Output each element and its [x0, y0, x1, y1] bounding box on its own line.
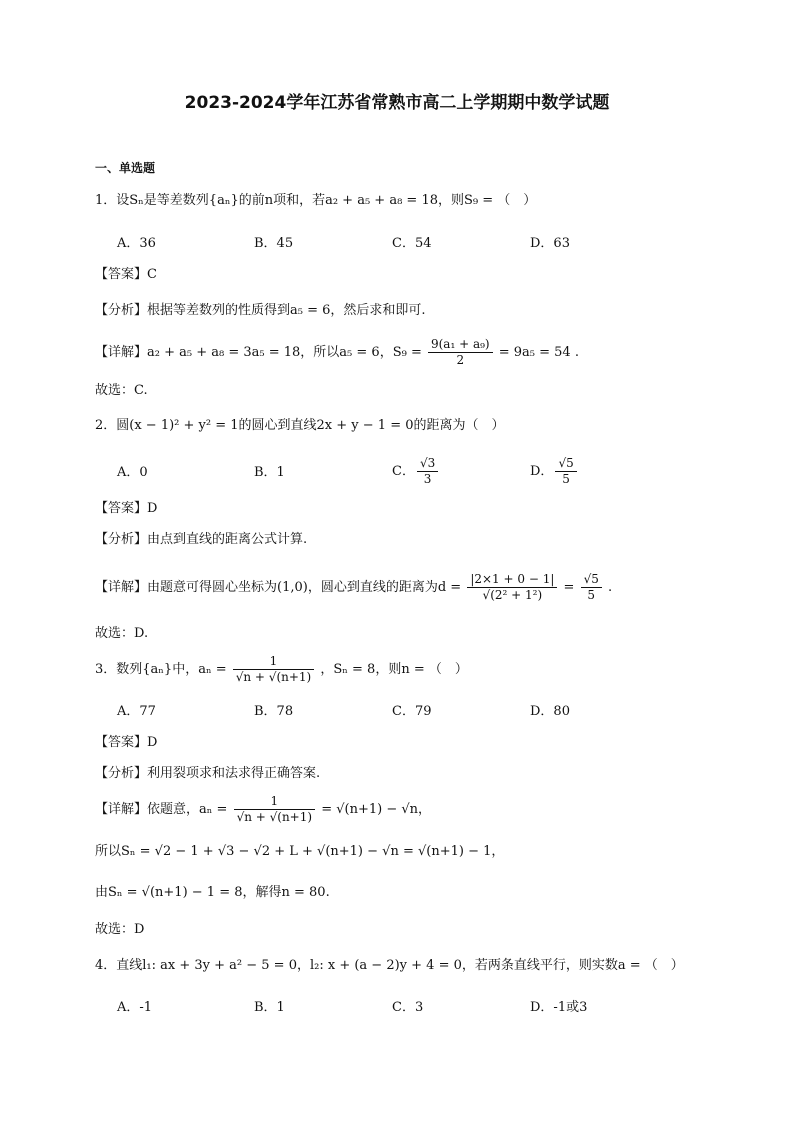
option-c: [392, 456, 440, 487]
question-1-conclusion: 故选：C.: [95, 383, 148, 398]
analysis-tag: 【分析】: [95, 532, 148, 547]
fraction-numerator: √3: [417, 456, 438, 472]
analysis-tag: 【分析】: [95, 766, 148, 781]
fraction: [428, 337, 493, 368]
detail-tag: 【详解】: [95, 580, 148, 595]
fraction-denominator: 2: [456, 353, 465, 367]
question-1-detail: [95, 336, 579, 370]
answer-value: D: [147, 735, 158, 750]
answer-value: D: [147, 501, 158, 516]
fraction-numerator: √5: [581, 572, 602, 588]
fraction-numerator: 9(a₁ + a₉): [428, 337, 493, 353]
question-2-detail: [95, 570, 612, 606]
option-c-label: C．: [392, 464, 415, 479]
detail-tag: 【详解】: [95, 345, 148, 360]
detail-text: 由题意可得圆心坐标为(1,0)，圆心到直线的距离为d =: [147, 580, 462, 595]
answer-tag: 【答案】: [95, 501, 148, 516]
document-title: 2023-2024学年江苏省常熟市高二上学期期中数学试题: [184, 93, 610, 113]
option-d: [530, 456, 579, 487]
option-a: A．77: [117, 704, 156, 719]
question-1-analysis: [95, 301, 426, 321]
fraction-numerator: √5: [555, 456, 576, 472]
analysis-tag: 【分析】: [95, 303, 148, 318]
question-3-derivation: 所以Sₙ = √2 − 1 + √3 − √2 + L + √(n+1) − √n = √(n+1) − 1，: [95, 844, 505, 859]
option-d: D．63: [530, 236, 570, 251]
question-1-options: [117, 232, 717, 256]
fraction-numerator: |2×1 + 0 − 1|: [467, 572, 557, 588]
stem-text: 3．数列{aₙ}中，aₙ =: [95, 662, 227, 677]
analysis-text: 由点到直线的距离公式计算.: [147, 532, 308, 547]
question-2-stem: 2．圆(x − 1)² + y² = 1的圆心到直线2x + y − 1 = 0的距离为（ ）: [95, 418, 505, 433]
fraction-denominator: 5: [562, 472, 570, 486]
question-3-answer: [95, 733, 157, 753]
answer-tag: 【答案】: [95, 735, 148, 750]
question-4-options: [117, 996, 717, 1020]
fraction: [233, 654, 315, 685]
fraction: [581, 572, 602, 603]
question-3-stem: [95, 652, 468, 688]
option-c: C．54: [392, 236, 432, 251]
fraction: [234, 794, 316, 825]
fraction: [417, 456, 438, 487]
detail-text: a₂ + a₅ + a₈ = 3a₅ = 18，所以a₅ = 6，S₉ =: [147, 345, 422, 360]
question-2-analysis: [95, 530, 307, 550]
answer-value: C: [147, 267, 157, 282]
question-2-options: [117, 456, 717, 490]
fraction: [555, 456, 576, 487]
detail-text: 依题意，aₙ =: [147, 802, 228, 817]
answer-tag: 【答案】: [95, 267, 148, 282]
option-d: D．80: [530, 704, 570, 719]
option-b: B．78: [254, 704, 294, 719]
equals-sign: =: [563, 580, 575, 595]
fraction-numerator: 1: [234, 794, 316, 810]
option-a: A．36: [117, 236, 156, 251]
analysis-text: 利用裂项求和法求得正确答案.: [147, 766, 321, 781]
option-b: B．45: [254, 236, 294, 251]
option-b: B．1: [254, 1000, 285, 1015]
option-b: B．1: [254, 465, 285, 480]
option-a: A．0: [117, 465, 148, 480]
option-c: C．3: [392, 1000, 424, 1015]
question-4-stem: 4．直线l₁: ax + 3y + a² − 5 = 0，l₂: x + (a − 2)y + 4 = 0，若两条直线平行，则实数a = （ ）: [95, 958, 684, 973]
fraction-denominator: 5: [587, 588, 596, 602]
question-3-options: [117, 700, 717, 724]
option-a: A．-1: [117, 1000, 153, 1015]
fraction-denominator: √n + √(n+1): [236, 810, 313, 824]
detail-text-end: = 9a₅ = 54 .: [498, 345, 579, 360]
fraction-numerator: 1: [233, 654, 315, 670]
option-c: C．79: [392, 704, 432, 719]
question-1-answer: [95, 265, 157, 285]
fraction: [467, 572, 557, 603]
fraction-denominator: √n + √(n+1): [235, 670, 312, 684]
question-3-detail: [95, 792, 431, 828]
question-1-stem: 1．设Sₙ是等差数列{aₙ}的前n项和，若a₂ + a₅ + a₈ = 18，则S₉ = （ ）: [95, 193, 537, 208]
fraction-denominator: 3: [423, 472, 432, 486]
question-3-analysis: [95, 764, 320, 784]
fraction-denominator: √(2² + 1²): [482, 588, 543, 602]
question-3-conclusion: 故选：D: [95, 922, 145, 937]
detail-text-end: .: [607, 580, 613, 595]
question-2-conclusion: 故选：D.: [95, 626, 149, 641]
section-heading: 一、单选题: [95, 161, 156, 175]
detail-text-end: = √(n+1) − √n，: [321, 802, 432, 817]
stem-text-end: ，Sₙ = 8，则n = （ ）: [320, 662, 468, 677]
detail-tag: 【详解】: [95, 802, 148, 817]
option-d: D．-1或3: [530, 1000, 588, 1015]
question-3-solution: 由Sₙ = √(n+1) − 1 = 8，解得n = 80.: [95, 885, 330, 900]
option-d-label: D．: [530, 464, 554, 479]
question-2-answer: [95, 499, 157, 519]
analysis-text: 根据等差数列的性质得到a₅ = 6，然后求和即可.: [147, 303, 426, 318]
